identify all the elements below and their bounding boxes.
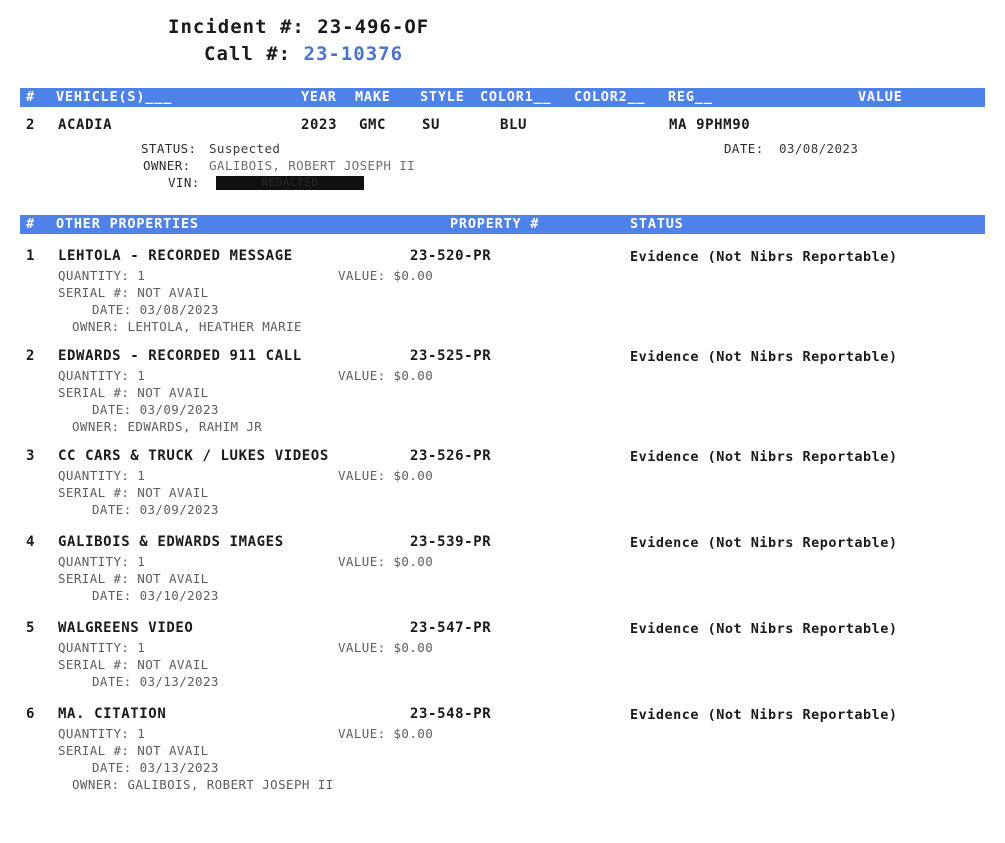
value-line <box>338 368 433 383</box>
status-badge: Evidence (Not Nibrs Reportable) <box>630 449 898 465</box>
col-property-status: STATUS <box>630 216 684 232</box>
quantity-value: 1 <box>137 726 146 741</box>
serial-label: SERIAL #: <box>58 571 130 586</box>
serial-label: SERIAL #: <box>58 285 130 300</box>
quantity-line <box>58 368 145 383</box>
value-label: VALUE: <box>338 268 386 283</box>
value-line <box>338 640 433 655</box>
serial-line <box>58 485 209 500</box>
date-value: 03/09/2023 <box>139 402 219 417</box>
vehicle-row <box>0 117 1005 141</box>
status-badge: Evidence (Not Nibrs Reportable) <box>630 249 898 265</box>
col-color2: COLOR2__ <box>574 89 646 105</box>
list-item <box>0 348 1005 434</box>
document-header <box>0 0 1005 68</box>
vehicle-status-row <box>0 141 1005 158</box>
list-item <box>0 620 1005 692</box>
value-label: VALUE: <box>338 368 386 383</box>
property-section <box>0 215 1005 792</box>
owner-label: OWNER: <box>72 777 120 792</box>
serial-label: SERIAL #: <box>58 485 130 500</box>
date-value: 03/10/2023 <box>139 588 219 603</box>
serial-label: SERIAL #: <box>58 657 130 672</box>
serial-value: NOT AVAIL <box>137 485 209 500</box>
value-amount: $0.00 <box>393 468 434 483</box>
vehicle-status-value: Suspected <box>209 141 281 156</box>
owner-label: OWNER: <box>72 419 120 434</box>
vehicle-owner-value: GALIBOIS, ROBERT JOSEPH II <box>209 158 416 173</box>
owner-value: EDWARDS, RAHIM JR <box>127 419 263 434</box>
value-amount: $0.00 <box>393 640 434 655</box>
serial-value: NOT AVAIL <box>137 571 209 586</box>
quantity-label: QUANTITY: <box>58 268 130 283</box>
call-line <box>168 41 1005 68</box>
col-vehicle-value: VALUE <box>858 89 903 105</box>
col-color1: COLOR1__ <box>480 89 552 105</box>
call-value: 23-10376 <box>303 43 404 65</box>
property-number: 23-539-PR <box>410 534 492 550</box>
list-item <box>0 706 1005 792</box>
date-value: 03/09/2023 <box>139 502 219 517</box>
property-index: 6 <box>26 706 35 722</box>
property-index: 5 <box>26 620 35 636</box>
date-label: DATE: <box>92 674 132 689</box>
quantity-value: 1 <box>137 468 146 483</box>
col-reg: REG__ <box>668 89 713 105</box>
status-badge: Evidence (Not Nibrs Reportable) <box>630 535 898 551</box>
serial-line <box>58 657 209 672</box>
vehicle-owner-label: OWNER: <box>143 158 191 173</box>
call-label: Call #: <box>204 43 292 65</box>
value-amount: $0.00 <box>393 268 434 283</box>
vehicle-date-label: DATE: <box>724 141 764 156</box>
vehicle-color1: BLU <box>500 117 528 133</box>
quantity-line <box>58 726 145 741</box>
quantity-value: 1 <box>137 640 146 655</box>
vehicle-name: ACADIA <box>58 117 113 133</box>
serial-value: NOT AVAIL <box>137 657 209 672</box>
property-number: 23-526-PR <box>410 448 492 464</box>
col-vehicles: VEHICLE(S)___ <box>56 89 173 105</box>
vehicle-vin-row <box>0 175 1005 192</box>
col-property-num: PROPERTY # <box>450 216 540 232</box>
date-label: DATE: <box>92 760 132 775</box>
vehicle-section <box>0 88 1005 197</box>
owner-line <box>72 319 302 334</box>
value-label: VALUE: <box>338 468 386 483</box>
value-label: VALUE: <box>338 640 386 655</box>
vehicle-status-label: STATUS: <box>141 141 197 156</box>
property-name: MA. CITATION <box>58 706 167 722</box>
quantity-label: QUANTITY: <box>58 554 130 569</box>
vehicle-owner-row <box>0 158 1005 175</box>
status-badge: Evidence (Not Nibrs Reportable) <box>630 621 898 637</box>
property-index: 4 <box>26 534 35 550</box>
serial-line <box>58 743 209 758</box>
serial-value: NOT AVAIL <box>137 385 209 400</box>
value-amount: $0.00 <box>393 726 434 741</box>
vehicle-vin-redacted: REDACTED <box>216 176 364 190</box>
value-line <box>338 468 433 483</box>
vehicle-make: GMC <box>359 117 387 133</box>
value-label: VALUE: <box>338 726 386 741</box>
date-value: 03/08/2023 <box>139 302 219 317</box>
serial-label: SERIAL #: <box>58 743 130 758</box>
date-value: 03/13/2023 <box>139 674 219 689</box>
date-value: 03/13/2023 <box>139 760 219 775</box>
quantity-line <box>58 268 145 283</box>
serial-label: SERIAL #: <box>58 385 130 400</box>
property-index: 2 <box>26 348 35 364</box>
property-number: 23-525-PR <box>410 348 492 364</box>
value-line <box>338 726 433 741</box>
col-make: MAKE <box>355 89 391 105</box>
serial-value: NOT AVAIL <box>137 743 209 758</box>
owner-value: LEHTOLA, HEATHER MARIE <box>127 319 302 334</box>
owner-line <box>72 419 262 434</box>
vehicle-num: 2 <box>26 117 36 133</box>
vehicle-date-value: 03/08/2023 <box>779 141 859 156</box>
date-line <box>92 502 219 517</box>
property-index: 3 <box>26 448 35 464</box>
serial-line <box>58 385 209 400</box>
property-number: 23-520-PR <box>410 248 492 264</box>
property-number: 23-548-PR <box>410 706 492 722</box>
incident-line <box>168 14 1005 41</box>
vehicle-year: 2023 <box>301 117 338 133</box>
col-property-num-idx: # <box>26 216 35 232</box>
serial-line <box>58 285 209 300</box>
status-badge: Evidence (Not Nibrs Reportable) <box>630 707 898 723</box>
incident-label: Incident #: <box>168 16 305 38</box>
col-other-properties: OTHER PROPERTIES <box>56 216 199 232</box>
quantity-value: 1 <box>137 368 146 383</box>
col-year: YEAR <box>301 89 337 105</box>
col-vehicle-num: # <box>26 89 35 105</box>
value-line <box>338 554 433 569</box>
quantity-line <box>58 640 145 655</box>
date-label: DATE: <box>92 402 132 417</box>
serial-line <box>58 571 209 586</box>
date-line <box>92 674 219 689</box>
list-item <box>0 448 1005 520</box>
date-line <box>92 760 219 775</box>
owner-label: OWNER: <box>72 319 120 334</box>
property-number: 23-547-PR <box>410 620 492 636</box>
vehicle-reg: MA 9PHM90 <box>669 117 751 133</box>
property-table-header <box>20 215 985 234</box>
property-index: 1 <box>26 248 35 264</box>
value-label: VALUE: <box>338 554 386 569</box>
quantity-line <box>58 554 145 569</box>
status-badge: Evidence (Not Nibrs Reportable) <box>630 349 898 365</box>
date-line <box>92 588 219 603</box>
property-name: CC CARS & TRUCK / LUKES VIDEOS <box>58 448 329 464</box>
quantity-line <box>58 468 145 483</box>
list-item <box>0 534 1005 606</box>
value-amount: $0.00 <box>393 554 434 569</box>
col-style: STYLE <box>420 89 465 105</box>
property-name: WALGREENS VIDEO <box>58 620 194 636</box>
quantity-label: QUANTITY: <box>58 726 130 741</box>
date-line <box>92 402 219 417</box>
owner-line <box>72 777 334 792</box>
vehicle-vin-label: VIN: <box>168 175 200 190</box>
serial-value: NOT AVAIL <box>137 285 209 300</box>
quantity-label: QUANTITY: <box>58 468 130 483</box>
quantity-value: 1 <box>137 554 146 569</box>
list-item <box>0 248 1005 334</box>
date-label: DATE: <box>92 302 132 317</box>
property-name: GALIBOIS & EDWARDS IMAGES <box>58 534 284 550</box>
quantity-value: 1 <box>137 268 146 283</box>
value-amount: $0.00 <box>393 368 434 383</box>
property-name: EDWARDS - RECORDED 911 CALL <box>58 348 302 364</box>
vehicle-table-header <box>20 88 985 107</box>
quantity-label: QUANTITY: <box>58 640 130 655</box>
quantity-label: QUANTITY: <box>58 368 130 383</box>
incident-value: 23-496-OF <box>317 16 430 38</box>
date-label: DATE: <box>92 588 132 603</box>
vehicle-style: SU <box>422 117 441 133</box>
date-label: DATE: <box>92 502 132 517</box>
date-line <box>92 302 219 317</box>
property-name: LEHTOLA - RECORDED MESSAGE <box>58 248 293 264</box>
vehicle-detail-block <box>0 141 1005 197</box>
value-line <box>338 268 433 283</box>
owner-value: GALIBOIS, ROBERT JOSEPH II <box>127 777 334 792</box>
